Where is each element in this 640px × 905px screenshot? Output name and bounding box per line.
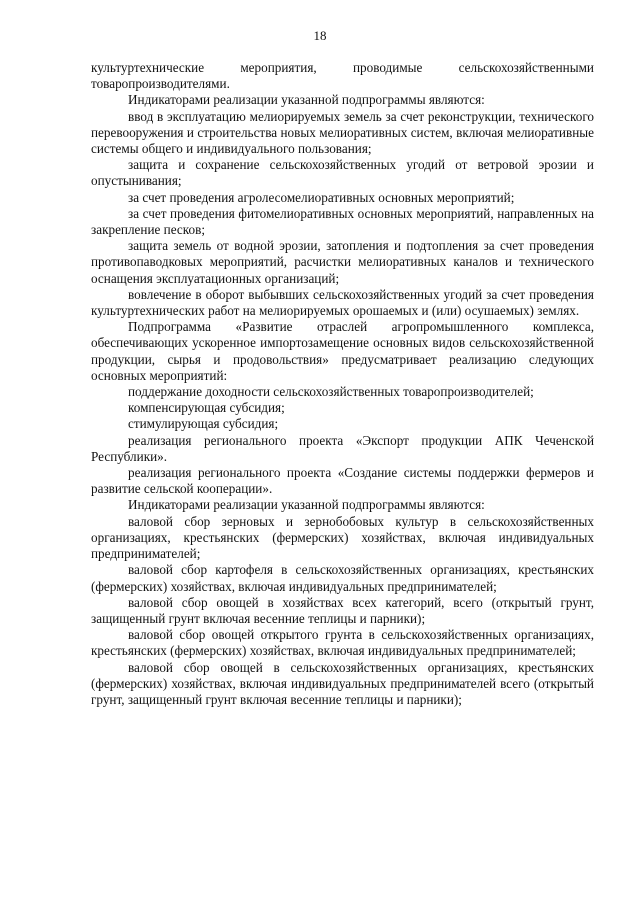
paragraph: вовлечение в оборот выбывших сельскохозяйственных угодий за счет проведения культуртехнических работ на мелиорируемых орошаемых и (или) осушаемых) землях. bbox=[91, 286, 594, 319]
paragraph: валовой сбор картофеля в сельскохозяйственных организациях, крестьянских (фермерских) хозяйствах, включая индивидуальных предпринимателей; bbox=[91, 562, 594, 594]
paragraph: ввод в эксплуатацию мелиорируемых земель за счет реконструкции, технического перевооружения и строительства новых мелиоративных систем, включая мелиоративные системы общего и индивидуального пользования; bbox=[91, 108, 594, 157]
page-number: 18 bbox=[313, 28, 327, 43]
paragraph: компенсирующая субсидия; bbox=[128, 400, 285, 416]
paragraph: за счет проведения агролесомелиоративных основных мероприятий; bbox=[128, 189, 515, 205]
paragraph: валовой сбор овощей открытого грунта в сельскохозяйственных организациях, крестьянских (фермерских) хозяйствах, включая индивидуальных предпринимателей; bbox=[91, 627, 594, 659]
paragraph: Подпрограмма «Развитие отраслей агропромышленного комплекса, обеспечивающих ускоренное импортозамещение основных видов сельскохозяйственной продукции, сырья и продовольствия» предусматривает реализацию следующих основных мероприятий: bbox=[91, 319, 594, 383]
paragraph: валовой сбор овощей в хозяйствах всех категорий, всего (открытый грунт, защищенный грунт включая весенние теплицы и парники); bbox=[91, 594, 594, 626]
paragraph: защита и сохранение сельскохозяйственных угодий от ветровой эрозии и опустынивания; bbox=[91, 157, 594, 189]
paragraph: Индикаторами реализации указанной подпрограммы являются: bbox=[128, 497, 485, 513]
paragraph: стимулирующая субсидия; bbox=[128, 416, 279, 432]
paragraph: валовой сбор овощей в сельскохозяйственных организациях, крестьянских (фермерских) хозяйствах, включая индивидуальных предпринимателей всего (открытый грунт, защищенный грунт включая весенние теплицы и парники); bbox=[91, 659, 594, 707]
paragraph: реализация регионального проекта «Экспорт продукции АПК Чеченской Республики». bbox=[91, 432, 594, 464]
paragraph: за счет проведения фитомелиоративных основных мероприятий, направленных на закрепление песков; bbox=[91, 205, 594, 238]
paragraph: реализация регионального проекта «Создание системы поддержки фермеров и развитие сельской кооперации». bbox=[91, 465, 594, 497]
document-body bbox=[91, 60, 594, 708]
paragraph: валовой сбор зерновых и зернобобовых культур в сельскохозяйственных организациях, крестьянских (фермерских) хозяйствах, включая индивидуальных предпринимателей; bbox=[91, 513, 594, 562]
paragraph: защита земель от водной эрозии, затопления и подтопления за счет проведения противопаводковых мероприятий, расчистки мелиоративных каналов и технического оснащения эксплуатационных организаций; bbox=[91, 238, 594, 286]
paragraph: поддержание доходности сельскохозяйственных товаропроизводителей; bbox=[128, 384, 534, 400]
paragraph: культуртехнические мероприятия, проводимые сельскохозяйственными товаропроизводителями. bbox=[91, 60, 594, 92]
paragraph: Индикаторами реализации указанной подпрограммы являются: bbox=[128, 92, 485, 108]
